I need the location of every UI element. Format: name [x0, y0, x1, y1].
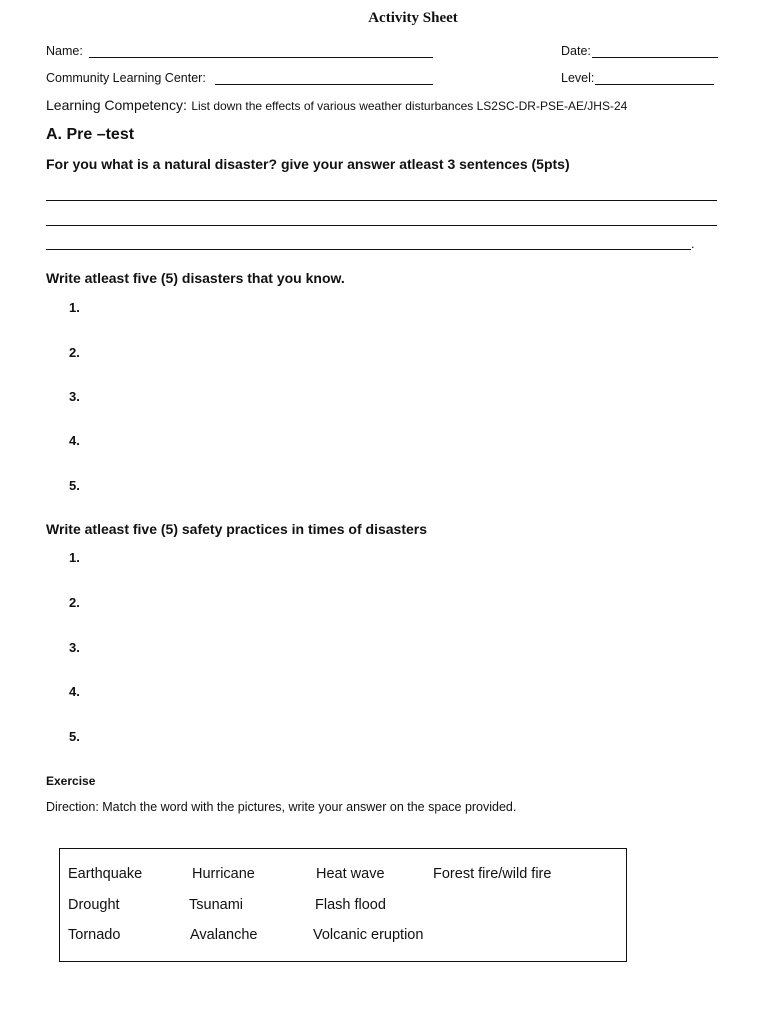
- word-bank-item: Heat wave: [316, 866, 385, 882]
- competency-line: [46, 97, 627, 115]
- word-bank-item: Volcanic eruption: [313, 927, 424, 943]
- safety-list-item: 2.: [69, 595, 80, 610]
- answer-line-1[interactable]: [46, 200, 717, 201]
- page-title: Activity Sheet: [368, 10, 458, 26]
- safety-list-item: 4.: [69, 684, 80, 699]
- word-bank-item: Tornado: [68, 927, 121, 943]
- name-label: Name:: [46, 44, 83, 58]
- disaster-list-item: 2.: [69, 345, 80, 360]
- answer-period: .: [691, 237, 695, 251]
- answer-line-2[interactable]: [46, 225, 717, 226]
- exercise-label: Exercise: [46, 774, 96, 788]
- question-disasters: Write atleast five (5) disasters that you know.: [46, 270, 345, 286]
- word-bank-item: Forest fire/wild fire: [433, 866, 552, 882]
- competency-label: Learning Competency:: [46, 97, 187, 113]
- word-bank-item: Flash flood: [315, 897, 386, 913]
- question-safety-practices: Write atleast five (5) safety practices in times of disasters: [46, 521, 428, 537]
- exercise-direction: Direction: Match the word with the pictures, write your answer on the space provided.: [46, 800, 517, 814]
- word-bank-item: Earthquake: [68, 866, 143, 882]
- name-field[interactable]: [89, 57, 433, 58]
- word-bank-item: Drought: [68, 897, 120, 913]
- disaster-list-item: 5.: [69, 478, 80, 493]
- center-label: Community Learning Center:: [46, 71, 206, 85]
- word-bank-item: Avalanche: [190, 927, 258, 943]
- safety-list-item: 3.: [69, 640, 80, 655]
- disaster-list-item: 3.: [69, 389, 80, 404]
- date-field[interactable]: [592, 57, 718, 58]
- answer-line-3[interactable]: [46, 249, 691, 250]
- safety-list-item: 5.: [69, 729, 80, 744]
- date-label: Date:: [561, 44, 591, 58]
- level-field[interactable]: [595, 84, 714, 85]
- level-label: Level:: [561, 71, 595, 85]
- center-field[interactable]: [215, 84, 433, 85]
- disaster-list-item: 4.: [69, 433, 80, 448]
- pretest-heading: A. Pre –test: [46, 126, 135, 143]
- question-natural-disaster: For you what is a natural disaster? give your answer atleast 3 sentences (5pts): [46, 156, 570, 172]
- competency-text: List down the effects of various weather disturbances LS2SC-DR-PSE-AE/JHS-24: [191, 99, 628, 113]
- safety-list-item: 1.: [69, 550, 80, 565]
- word-bank-item: Tsunami: [189, 897, 243, 913]
- disaster-list-item: 1.: [69, 300, 80, 315]
- word-bank-item: Hurricane: [192, 866, 255, 882]
